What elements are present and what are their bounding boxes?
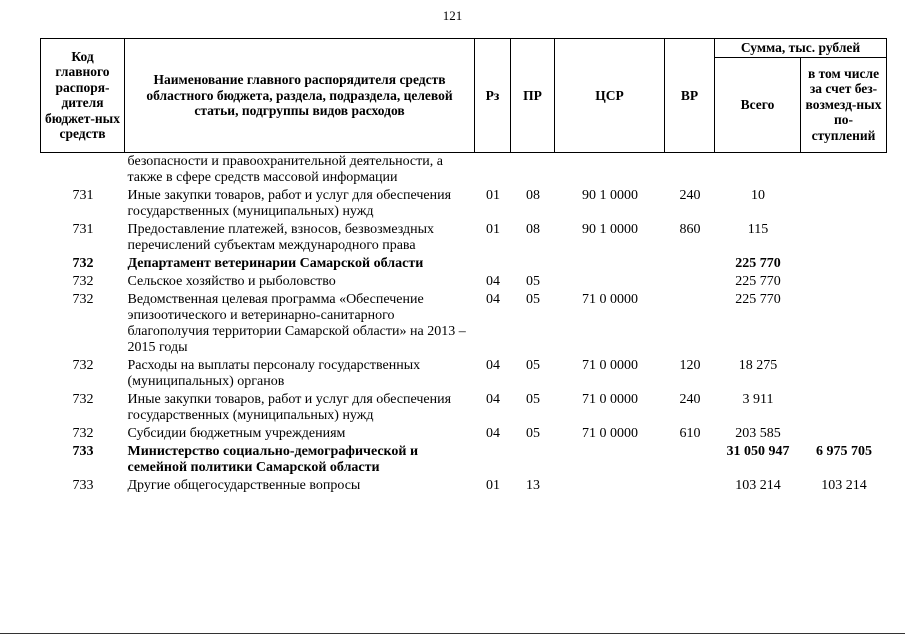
row-vr: 240 (679, 187, 701, 203)
row-vr: 610 (679, 425, 701, 441)
row-name: Расходы на выплаты персоналу государственных (муниципальных) органов (127, 357, 421, 389)
header-rz: Рз (475, 39, 511, 153)
header-name: Наименование главного распорядителя средств областного бюджета, раздела, подраздела, целевой статьи, подгруппы видов расходов (125, 39, 475, 153)
row-gratuitous (801, 152, 887, 187)
row-pr: 05 (526, 391, 540, 407)
row-total (715, 152, 801, 187)
row-csr (555, 255, 665, 273)
row-rz: 04 (486, 291, 500, 307)
row-csr: 71 0 0000 (582, 357, 638, 373)
row-name: Другие общегосударственные вопросы (127, 477, 361, 493)
table-row (41, 443, 887, 477)
row-name: Предоставление платежей, взносов, безвозмездных перечислений субъектам международного права (127, 221, 435, 253)
row-gratuitous: 103 214 (821, 477, 867, 493)
table-row (41, 291, 887, 357)
row-rz: 04 (486, 357, 500, 373)
page-number: 121 (442, 8, 463, 23)
row-gratuitous (801, 255, 887, 273)
row-csr: 90 1 0000 (582, 221, 638, 237)
row-total: 115 (747, 221, 769, 237)
row-vr: 120 (679, 357, 701, 373)
row-name: Департамент ветеринарии Самарской области (127, 255, 424, 271)
row-rz (475, 255, 511, 273)
row-code: 732 (72, 391, 94, 407)
row-name: Иные закупки товаров, работ и услуг для обеспечения государственных (муниципальных) нужд (127, 187, 452, 219)
row-total: 203 585 (735, 425, 781, 441)
row-rz: 04 (486, 391, 500, 407)
row-pr: 08 (526, 221, 540, 237)
budget-table (40, 38, 887, 495)
row-total: 3 911 (742, 391, 774, 407)
row-csr (555, 443, 665, 477)
row-gratuitous (801, 273, 887, 291)
row-gratuitous (801, 357, 887, 391)
row-gratuitous (801, 391, 887, 425)
header-csr: ЦСР (555, 39, 665, 153)
row-pr: 05 (526, 357, 540, 373)
row-csr (555, 152, 665, 187)
row-csr: 71 0 0000 (582, 291, 638, 307)
row-vr (665, 273, 715, 291)
table-row (41, 391, 887, 425)
row-rz: 01 (486, 187, 500, 203)
row-name: Ведомственная целевая программа «Обеспечение эпизоотического и ветеринарно-санитарного благополучия территории Самарской области» на 2013 – 2015 годы (127, 291, 466, 355)
row-pr (511, 152, 555, 187)
row-vr (665, 477, 715, 495)
row-pr: 05 (526, 291, 540, 307)
row-vr: 240 (679, 391, 701, 407)
row-total: 31 050 947 (726, 443, 790, 459)
row-pr (511, 443, 555, 477)
row-total: 18 275 (738, 357, 778, 373)
row-code: 732 (72, 357, 94, 373)
row-total: 225 770 (735, 291, 781, 307)
row-rz: 01 (486, 221, 500, 237)
table-row (41, 187, 887, 221)
header-vr: ВР (665, 39, 715, 153)
row-code (41, 152, 125, 187)
row-code: 733 (72, 443, 94, 459)
row-csr: 90 1 0000 (582, 187, 638, 203)
row-total: 225 770 (735, 273, 781, 289)
row-gratuitous (801, 187, 887, 221)
row-csr: 71 0 0000 (582, 425, 638, 441)
row-total: 10 (751, 187, 765, 203)
row-rz (475, 443, 511, 477)
table-header (41, 39, 887, 153)
table-row (41, 152, 887, 187)
table-row (41, 221, 887, 255)
row-pr (511, 255, 555, 273)
table-body (41, 152, 887, 495)
row-csr (555, 477, 665, 495)
header-code: Код главного распоря-дителя бюджет-ных средств (41, 39, 125, 153)
row-csr: 71 0 0000 (582, 391, 638, 407)
row-pr: 08 (526, 187, 540, 203)
row-name: Субсидии бюджетным учреждениям (127, 425, 346, 441)
row-rz: 04 (486, 425, 500, 441)
header-pr: ПР (511, 39, 555, 153)
row-code: 732 (72, 273, 94, 289)
page-bottom-rule (0, 633, 905, 634)
table-row (41, 477, 887, 495)
header-gratuitous: в том числе за счет без-возмезд-ных по-ступлений (801, 57, 887, 152)
row-total: 103 214 (735, 477, 781, 493)
table-row (41, 357, 887, 391)
row-vr (665, 255, 715, 273)
row-name: безопасности и правоохранительной деятельности, а также в сфере средств массовой информации (127, 153, 443, 185)
table-row (41, 273, 887, 291)
row-code: 731 (72, 221, 94, 237)
row-code: 732 (72, 291, 94, 307)
row-pr: 05 (526, 273, 540, 289)
row-vr (665, 152, 715, 187)
row-csr (555, 273, 665, 291)
row-vr: 860 (679, 221, 701, 237)
row-code: 732 (72, 255, 94, 271)
row-vr (665, 443, 715, 477)
table-row (41, 425, 887, 443)
row-name: Сельское хозяйство и рыболовство (127, 273, 336, 289)
row-total: 225 770 (735, 255, 781, 271)
row-pr: 13 (526, 477, 540, 493)
row-code: 733 (72, 477, 94, 493)
row-pr: 05 (526, 425, 540, 441)
row-gratuitous (801, 221, 887, 255)
row-name: Министерство социально-демографической и семейной политики Самарской области (127, 443, 419, 475)
header-sum-group: Сумма, тыс. рублей (715, 39, 887, 58)
row-gratuitous (801, 425, 887, 443)
row-code: 732 (72, 425, 94, 441)
table-row (41, 255, 887, 273)
row-code: 731 (72, 187, 94, 203)
header-total: Всего (715, 57, 801, 152)
row-name: Иные закупки товаров, работ и услуг для обеспечения государственных (муниципальных) нужд (127, 391, 452, 423)
row-rz: 01 (486, 477, 500, 493)
row-vr (665, 291, 715, 357)
row-gratuitous: 6 975 705 (816, 443, 872, 459)
row-rz: 04 (486, 273, 500, 289)
row-gratuitous (801, 291, 887, 357)
row-rz (475, 152, 511, 187)
